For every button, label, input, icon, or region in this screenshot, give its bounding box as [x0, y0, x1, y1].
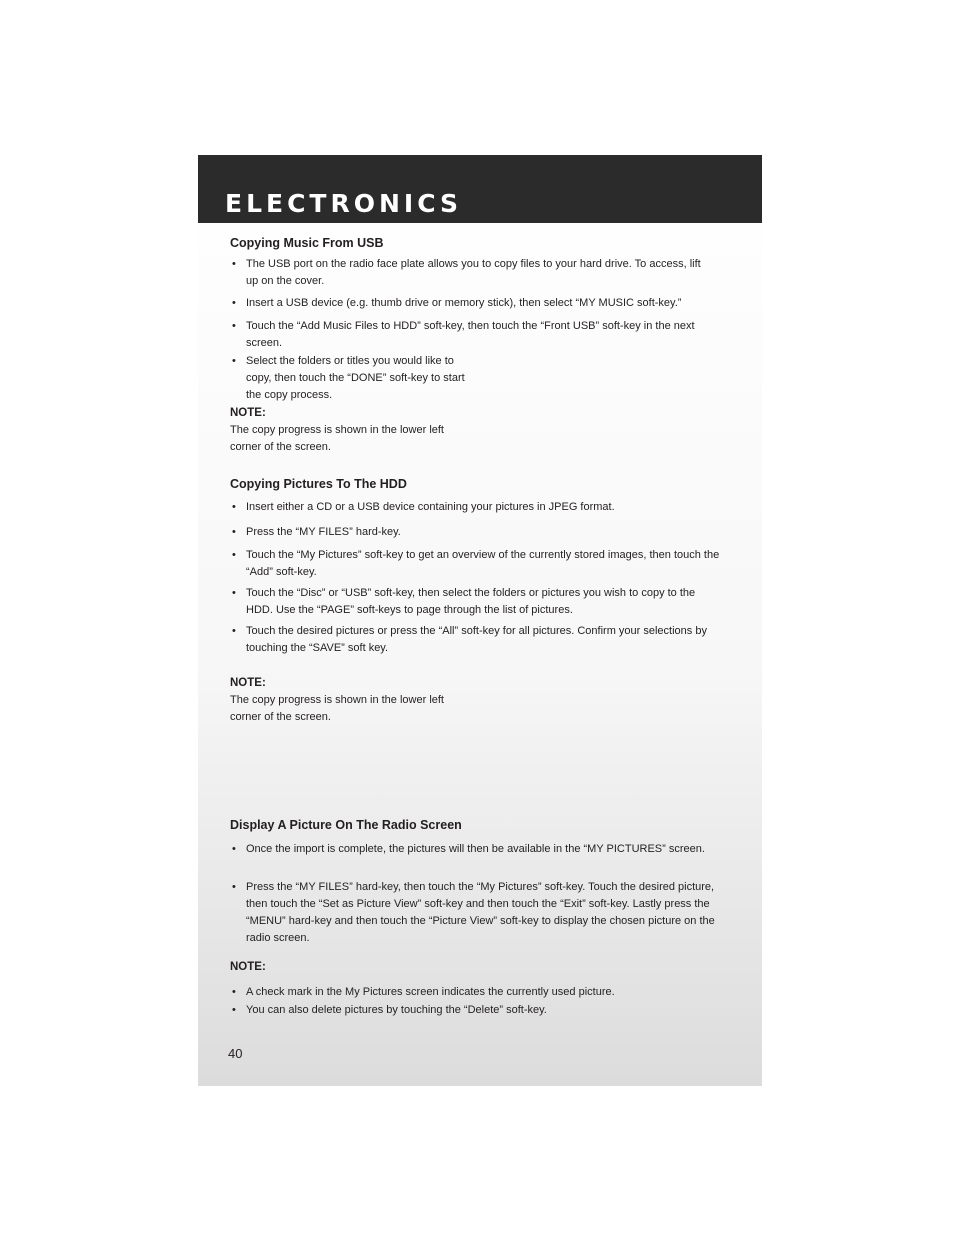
note-text: The copy progress is shown in the lower left corner of the screen. [230, 424, 444, 453]
bullet-dot: • [232, 1004, 236, 1016]
bullet-text: Select the folders or titles you would like to copy, then touch the “DONE” soft-key to start the copy process. [246, 355, 465, 401]
bullet-dot: • [232, 587, 236, 599]
bullet-dot: • [232, 297, 236, 309]
note-label: NOTE: [230, 407, 266, 419]
bullet-text: You can also delete pictures by touching the “Delete” soft-key. [246, 1004, 547, 1016]
page-number: 40 [228, 1046, 243, 1061]
manual-page [198, 155, 762, 1086]
bullet-item [232, 499, 712, 516]
bullet-item [232, 879, 722, 947]
bullet-dot: • [232, 625, 236, 637]
bullet-text: Touch the “My Pictures” soft-key to get an overview of the currently stored images, then touch the “Add” soft-key. [246, 549, 720, 578]
heading-copying-music: Copying Music From USB [230, 236, 384, 250]
bullet-dot: • [232, 526, 236, 538]
bullet-text: Touch the desired pictures or press the “All” soft-key for all pictures. Confirm your selections by touching the “SAVE” soft key. [246, 625, 707, 654]
bullet-text: Press the “MY FILES” hard-key. [246, 526, 401, 538]
note-bullet-item [232, 984, 722, 1001]
bullet-dot: • [232, 986, 236, 998]
bullet-dot: • [232, 258, 236, 270]
bullet-item [232, 547, 722, 581]
section-header [198, 155, 762, 223]
bullet-item [232, 623, 722, 657]
bullet-dot: • [232, 843, 236, 855]
bullet-dot: • [232, 320, 236, 332]
bullet-dot: • [232, 355, 236, 367]
bullet-item [232, 524, 712, 541]
bullet-item [232, 841, 722, 858]
bullet-item [232, 353, 472, 404]
bullet-text: Touch the “Add Music Files to HDD” soft-key, then touch the “Front USB” soft-key in the next screen. [246, 320, 695, 349]
note-label: NOTE: [230, 961, 266, 973]
bullet-text: Press the “MY FILES” hard-key, then touch the “My Pictures” soft-key. Touch the desired picture, then touch the “Set as Picture View” soft-key and then touch the “Exit” soft-key. Lastly press the “MENU” hard-key and then touch the “Picture View” soft-key to display the chosen picture on the radio screen. [246, 881, 715, 944]
bullet-item [232, 585, 722, 619]
bullet-text: A check mark in the My Pictures screen indicates the currently used picture. [246, 986, 615, 998]
bullet-item [232, 318, 722, 352]
note-text: The copy progress is shown in the lower left corner of the screen. [230, 694, 444, 723]
section-title: ELECTRONICS [225, 189, 463, 218]
bullet-item [232, 256, 708, 290]
bullet-dot: • [232, 501, 236, 513]
bullet-item [232, 295, 722, 312]
note-label: NOTE: [230, 677, 266, 689]
bullet-text: Insert a USB device (e.g. thumb drive or memory stick), then select “MY MUSIC soft-key.” [246, 297, 682, 309]
bullet-text: Touch the “Disc” or “USB” soft-key, then select the folders or pictures you wish to copy to the HDD. Use the “PAGE” soft-keys to page through the list of pictures. [246, 587, 696, 616]
bullet-text: Once the import is complete, the pictures will then be available in the “MY PICTURES” screen. [246, 843, 705, 855]
heading-display-picture: Display A Picture On The Radio Screen [230, 818, 462, 832]
bullet-dot: • [232, 881, 236, 893]
heading-copying-pictures: Copying Pictures To The HDD [230, 477, 407, 491]
bullet-text: The USB port on the radio face plate allows you to copy files to your hard drive. To access, lift up on the cover. [246, 258, 701, 287]
bullet-text: Insert either a CD or a USB device containing your pictures in JPEG format. [246, 501, 615, 513]
bullet-dot: • [232, 549, 236, 561]
note-bullet-item [232, 1002, 722, 1019]
